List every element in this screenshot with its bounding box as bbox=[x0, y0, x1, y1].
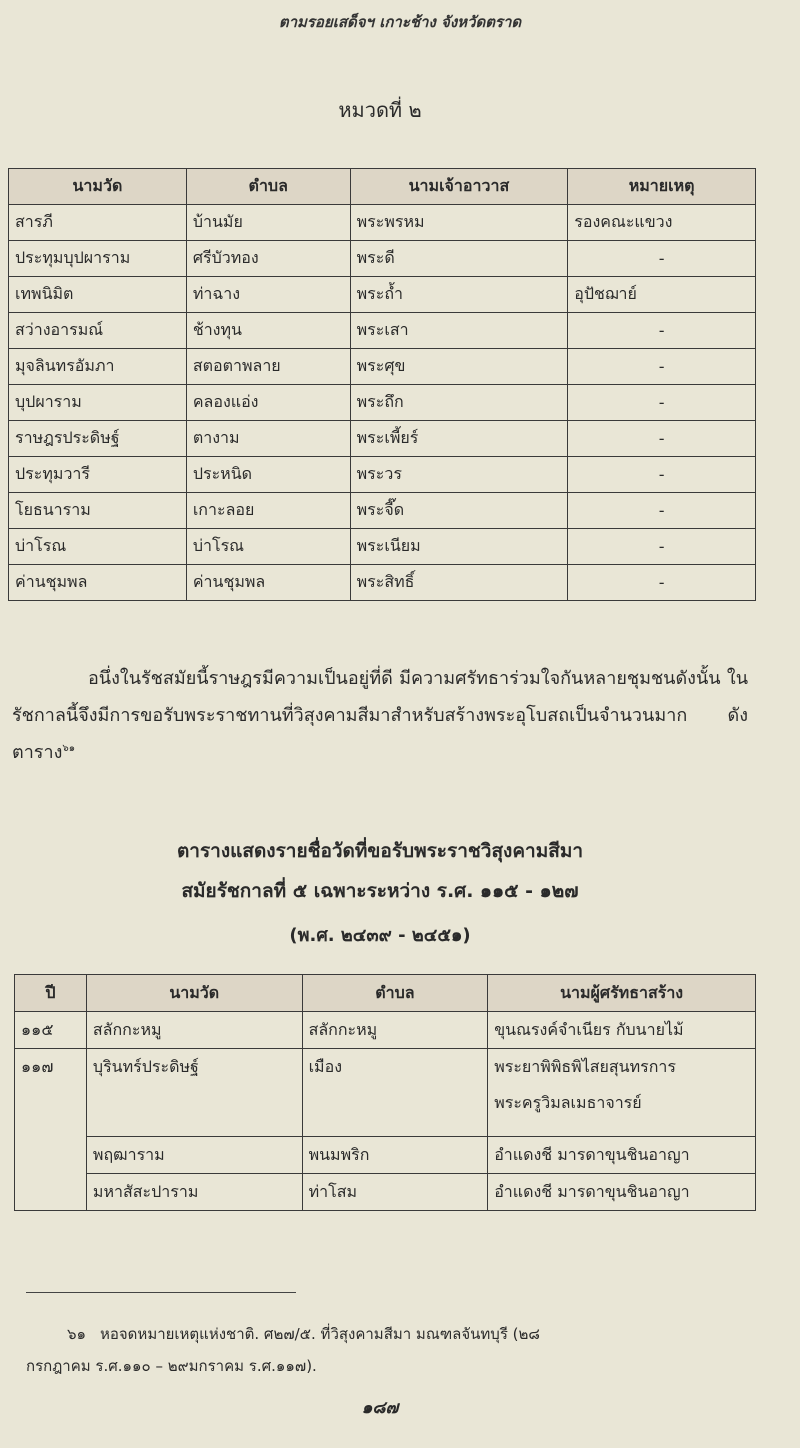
cell-donor: ขุนณรงค์จำเนียร กับนายไม้ bbox=[488, 1012, 756, 1049]
footnote bbox=[26, 1318, 756, 1382]
body-paragraph bbox=[12, 660, 748, 771]
cell-district: สลักกะหมู bbox=[302, 1012, 488, 1049]
cell-temple: สารภี bbox=[9, 205, 187, 241]
table-caption-line-2: สมัยรัชกาลที่ ๕ เฉพาะระหว่าง ร.ศ. ๑๑๕ - ๑๒๗ bbox=[181, 880, 579, 902]
cell-remark: - bbox=[568, 493, 756, 529]
cell-district: ศรีบัวทอง bbox=[186, 241, 350, 277]
table-caption-line-3: (พ.ศ. ๒๔๓๙ - ๒๔๕๑) bbox=[289, 925, 471, 946]
cell-temple: พฤฒาราม bbox=[86, 1137, 302, 1174]
header-district: ตำบล bbox=[186, 169, 350, 205]
table-row bbox=[9, 241, 756, 277]
footnote-text-1: หอจดหมายเหตุแห่งชาติ. ศ๒๗/๕. ที่วิสุงคามสีมา มณฑลจันทบุรี (๒๘ bbox=[100, 1325, 540, 1343]
cell-temple: เทพนิมิต bbox=[9, 277, 187, 313]
cell-district: บ่าโรณ bbox=[186, 529, 350, 565]
cell-remark: อุปัชฌาย์ bbox=[568, 277, 756, 313]
table-row bbox=[9, 277, 756, 313]
cell-temple: โยธนาราม bbox=[9, 493, 187, 529]
cell-district: ตางาม bbox=[186, 421, 350, 457]
cell-temple: ราษฎรประดิษฐ์ bbox=[9, 421, 187, 457]
cell-district: ค่านชุมพล bbox=[186, 565, 350, 601]
paragraph-text: อนึ่งในรัชสมัยนี้ราษฎรมีความเป็นอยู่ที่ดี มีความศรัทธาร่วมใจกันหลายชุมชนดังนั้น ในรัชกาลนี้จึงมีการขอรับพระราชทานที่วิสุงคามสีมาสำหรับสร้างพระอุโบสถเป็นจำนวนมาก ดังตาราง bbox=[12, 668, 748, 763]
cell-remark: - bbox=[568, 241, 756, 277]
header-abbot: นามเจ้าอาวาส bbox=[350, 169, 568, 205]
abbots-table bbox=[8, 168, 756, 601]
cell-abbot: พระวร bbox=[350, 457, 568, 493]
donor-line-1: พระยาพิพิธพิไสยสุนทรการ bbox=[494, 1057, 676, 1076]
cell-abbot: พระพรหม bbox=[350, 205, 568, 241]
cell-temple: ประทุมวารี bbox=[9, 457, 187, 493]
cell-donor: อำแดงชี มารดาขุนชินอาญา bbox=[488, 1174, 756, 1211]
cell-abbot: พระถึก bbox=[350, 385, 568, 421]
cell-donor bbox=[488, 1049, 756, 1137]
table-caption-line-1: ตารางแสดงรายชื่อวัดที่ขอรับพระราชวิสุงคามสีมา bbox=[176, 840, 584, 862]
cell-remark: - bbox=[568, 385, 756, 421]
table-header-row bbox=[15, 975, 756, 1012]
cell-district: ท่าฉาง bbox=[186, 277, 350, 313]
header-temple: นามวัด bbox=[86, 975, 302, 1012]
header-temple: นามวัด bbox=[9, 169, 187, 205]
cell-district: เกาะลอย bbox=[186, 493, 350, 529]
cell-temple: บ่าโรณ bbox=[9, 529, 187, 565]
footnote-line-2: กรกฎาคม ร.ศ.๑๑๐ – ๒๙มกราคม ร.ศ.๑๑๗). bbox=[26, 1357, 317, 1375]
table-row bbox=[9, 205, 756, 241]
table-row bbox=[15, 1012, 756, 1049]
table-row bbox=[9, 565, 756, 601]
cell-district: บ้านมัย bbox=[186, 205, 350, 241]
cell-abbot: พระดี bbox=[350, 241, 568, 277]
cell-donor: อำแดงชี มารดาขุนชินอาญา bbox=[488, 1137, 756, 1174]
section-title: หมวดที่ ๒ bbox=[338, 98, 422, 122]
footnote-ref: ๖๑ bbox=[62, 743, 76, 754]
table-row bbox=[9, 457, 756, 493]
table-row bbox=[9, 421, 756, 457]
cell-district: สตอตาพลาย bbox=[186, 349, 350, 385]
cell-abbot: พระจี๊ด bbox=[350, 493, 568, 529]
footnote-rule bbox=[26, 1292, 296, 1293]
header-remark: หมายเหตุ bbox=[568, 169, 756, 205]
header-donor: นามผู้ศรัทธาสร้าง bbox=[488, 975, 756, 1012]
cell-year: ๑๑๕ bbox=[15, 1012, 87, 1049]
cell-district: ประหนิด bbox=[186, 457, 350, 493]
cell-temple: มหาสัสะปาราม bbox=[86, 1174, 302, 1211]
table-row bbox=[9, 493, 756, 529]
cell-district: คลองแอ่ง bbox=[186, 385, 350, 421]
table-row bbox=[15, 1174, 756, 1211]
cell-district: เมือง bbox=[302, 1049, 488, 1137]
cell-district: ท่าโสม bbox=[302, 1174, 488, 1211]
cell-year: ๑๑๗ bbox=[15, 1049, 87, 1211]
cell-remark: - bbox=[568, 313, 756, 349]
table-header-row bbox=[9, 169, 756, 205]
cell-abbot: พระเสา bbox=[350, 313, 568, 349]
table-row bbox=[15, 1137, 756, 1174]
footnote-line-1 bbox=[26, 1318, 756, 1350]
table-row bbox=[9, 313, 756, 349]
cell-abbot: พระถ้ำ bbox=[350, 277, 568, 313]
cell-temple: บุรินทร์ประดิษฐ์ bbox=[86, 1049, 302, 1137]
cell-temple: มุจลินทรอัมภา bbox=[9, 349, 187, 385]
cell-temple: บุปผาราม bbox=[9, 385, 187, 421]
header-district: ตำบล bbox=[302, 975, 488, 1012]
table-row bbox=[9, 349, 756, 385]
running-head: ตามรอยเสด็จฯ เกาะช้าง จังหวัดตราด bbox=[278, 13, 522, 31]
table-row bbox=[9, 385, 756, 421]
cell-temple: ประทุมบุปผาราม bbox=[9, 241, 187, 277]
page-number: ๑๘๗ bbox=[361, 1398, 399, 1418]
footnote-number: ๖๑ bbox=[66, 1325, 86, 1343]
cell-remark: - bbox=[568, 529, 756, 565]
cell-remark: รองคณะแขวง bbox=[568, 205, 756, 241]
header-year: ปี bbox=[15, 975, 87, 1012]
donor-line-2: พระครูวิมลเมธาจารย์ bbox=[494, 1093, 642, 1112]
cell-temple: ค่านชุมพล bbox=[9, 565, 187, 601]
table-row bbox=[15, 1049, 756, 1137]
cell-abbot: พระเนียม bbox=[350, 529, 568, 565]
cell-temple: สลักกะหมู bbox=[86, 1012, 302, 1049]
cell-abbot: พระศุข bbox=[350, 349, 568, 385]
cell-temple: สว่างอารมณ์ bbox=[9, 313, 187, 349]
cell-remark: - bbox=[568, 565, 756, 601]
cell-remark: - bbox=[568, 421, 756, 457]
cell-district: ช้างทุน bbox=[186, 313, 350, 349]
cell-district: พนมพริก bbox=[302, 1137, 488, 1174]
cell-abbot: พระเพี้ยร์ bbox=[350, 421, 568, 457]
cell-abbot: พระสิทธิ์ bbox=[350, 565, 568, 601]
consecration-table bbox=[14, 974, 756, 1211]
cell-remark: - bbox=[568, 457, 756, 493]
table-row bbox=[9, 529, 756, 565]
cell-remark: - bbox=[568, 349, 756, 385]
